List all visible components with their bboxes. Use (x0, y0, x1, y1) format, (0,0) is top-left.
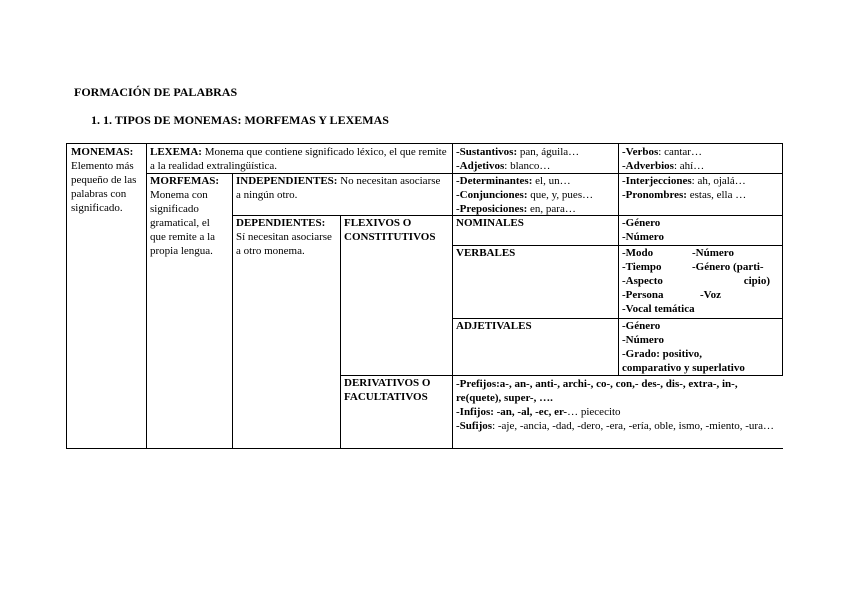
verbal-modo: -Modo (622, 247, 654, 259)
lexema-examples-1 (452, 143, 619, 174)
adjetival-grado-tipos: comparativo y superlativo (622, 362, 745, 374)
dependientes-label: DEPENDIENTES: (236, 217, 326, 229)
derivativos-content (452, 375, 783, 449)
adverbios-label: -Adverbios (622, 160, 674, 172)
verbos-label: -Verbos (622, 146, 659, 158)
lexema-desc: Monema que contiene significado léxico, el que remite a la realidad extralingüística. (150, 146, 447, 172)
pronombres-examples: estas, ella … (686, 189, 747, 201)
verbal-persona: -Persona (622, 289, 664, 301)
derivativos-label: DERIVATIVOS O FACULTATIVOS (344, 377, 431, 403)
morfemas-cell (146, 173, 233, 449)
nominales-genero: -Género (622, 217, 661, 229)
nominales-label: NOMINALES (456, 217, 524, 229)
adjetivales-cell (452, 318, 619, 376)
dependientes-desc: Sí necesitan asociarse a otro monema. (236, 231, 332, 257)
flexivos-cell (340, 215, 453, 376)
nominales-cell (452, 215, 619, 246)
conjunciones-examples: que, y, pues… (527, 189, 594, 201)
adjetivos-label: -Adjetivos (456, 160, 505, 172)
sufijos-label: -Sufijos (456, 420, 493, 432)
interjecciones-examples: : ah, ojalá… (691, 175, 746, 187)
page-title: FORMACIÓN DE PALABRAS (74, 85, 238, 99)
infijos-list: : -an, -al, -ec, er- (490, 406, 568, 418)
verbales-label: VERBALES (456, 247, 516, 259)
adverbios-examples: : ahí… (673, 160, 705, 172)
preposiciones-examples: en, para… (527, 203, 576, 215)
independientes-examples-2 (618, 173, 783, 216)
sufijos-list: : -aje, -ancia, -dad, -dero, -era, -ería, oble, ismo, -miento, -ura… (492, 420, 774, 432)
adjetival-numero: -Número (622, 334, 664, 346)
interjecciones-label: -Interjecciones (622, 175, 692, 187)
monemas-desc: Elemento más pequeño de las palabras con significado. (71, 160, 137, 214)
section-heading: 1. 1. TIPOS DE MONEMAS: MORFEMAS Y LEXEMAS (91, 113, 389, 127)
lexema-cell (146, 143, 453, 174)
verbal-genero: -Género (parti- (692, 261, 764, 273)
adjetivales-features (618, 318, 783, 376)
verbales-cell (452, 245, 619, 319)
infijos-example: … piececito (567, 406, 621, 418)
verbal-participio: cipio) (743, 275, 770, 287)
adjetival-grado: -Grado: positivo, (622, 348, 703, 360)
verbos-examples: : cantar… (658, 146, 702, 158)
morfemas-label: MORFEMAS: (150, 175, 220, 187)
verbal-vocal-tematica: -Vocal temática (622, 303, 695, 315)
independientes-examples-1 (452, 173, 619, 216)
adjetival-genero: -Género (622, 320, 661, 332)
conjunciones-label: -Conjunciones: (456, 189, 528, 201)
infijos-label: -Infijos (456, 406, 491, 418)
independientes-desc: No necesitan asociarse a ningún otro. (236, 175, 441, 201)
adjetivos-examples: : blanco… (504, 160, 551, 172)
independientes-label: INDEPENDIENTES: (236, 175, 338, 187)
preposiciones-label: -Preposiciones: (456, 203, 528, 215)
morfemas-desc: Monema con significado gramatical, el que remite a la propia lengua. (150, 189, 216, 257)
nominales-numero: -Número (622, 231, 664, 243)
determinantes-label: -Determinantes: (456, 175, 533, 187)
pronombres-label: -Pronombres: (622, 189, 687, 201)
derivativos-cell (340, 375, 453, 449)
verbal-tiempo: -Tiempo (622, 261, 662, 273)
sustantivos-examples: pan, águila… (517, 146, 580, 158)
adjetivales-label: ADJETIVALES (456, 320, 532, 332)
sustantivos-label: -Sustantivos: (456, 146, 518, 158)
nominales-features (618, 215, 783, 246)
monemas-cell (66, 143, 147, 449)
monemas-label: MONEMAS: (71, 146, 134, 158)
lexema-examples-2 (618, 143, 783, 174)
determinantes-examples: el, un… (532, 175, 571, 187)
independientes-cell (232, 173, 453, 216)
dependientes-cell (232, 215, 341, 449)
verbal-voz: -Voz (700, 289, 721, 301)
verbal-aspecto: -Aspecto (622, 275, 663, 287)
verbales-features (618, 245, 783, 319)
prefijos-list: a-, an-, anti-, archi-, co-, con,- des-, dis-, extra-, in-, re(quete), super-, …. (456, 378, 738, 404)
verbal-numero: -Número (692, 247, 734, 259)
flexivos-label: FLEXIVOS O CONSTITUTIVOS (344, 217, 436, 243)
prefijos-label: -Prefijos: (456, 378, 500, 390)
lexema-label: LEXEMA: (150, 146, 202, 158)
